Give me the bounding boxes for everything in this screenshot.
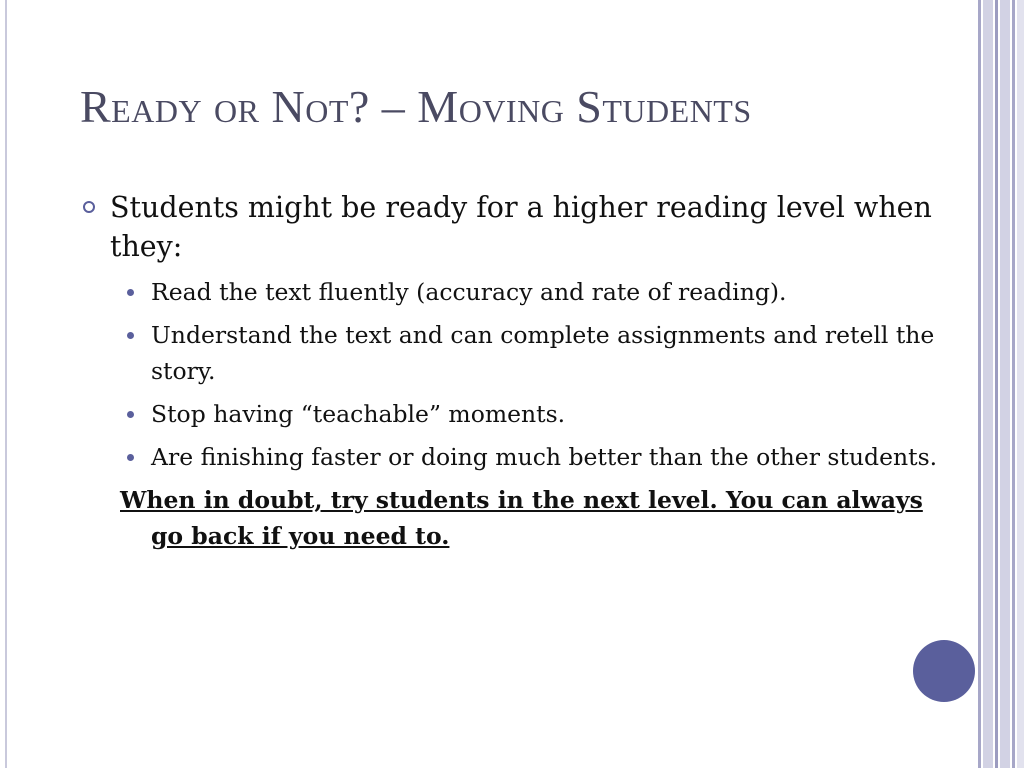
slide-title: Ready or Not? – Moving Students [80,81,752,132]
right-stripe [1012,0,1015,768]
main-bullet [82,188,962,266]
sub-bullet [82,317,962,389]
sub-bullet-text: Stop having “teachable” moments. [151,400,566,428]
sub-bullet [82,396,962,432]
right-stripe [1000,0,1010,768]
sub-bullet-text: Are finishing faster or doing much better than the other students. [151,443,938,471]
sub-bullet [82,274,962,310]
ring-bullet-icon [83,201,95,213]
sub-bullet-text: Understand the text and can complete assignments and retell the story. [151,321,935,385]
right-stripe [1017,0,1024,768]
dot-bullet-icon [127,332,134,339]
right-stripe [995,0,998,768]
dot-bullet-icon [127,454,134,461]
sub-bullet-text: Read the text fluently (accuracy and rate of reading). [151,278,787,306]
sub-bullet [82,439,962,475]
left-border-line [5,0,7,768]
decorative-circle-icon [913,640,975,702]
right-stripe [983,0,993,768]
slide-body [82,188,962,554]
dot-bullet-icon [127,289,134,296]
dot-bullet-icon [127,411,134,418]
emphasis-note: When in doubt, try students in the next level. You can always go back if you need to. [120,486,923,550]
sub-bullet-list [82,274,962,475]
main-bullet-text: Students might be ready for a higher reading level when they: [110,191,932,263]
right-stripe [978,0,981,768]
